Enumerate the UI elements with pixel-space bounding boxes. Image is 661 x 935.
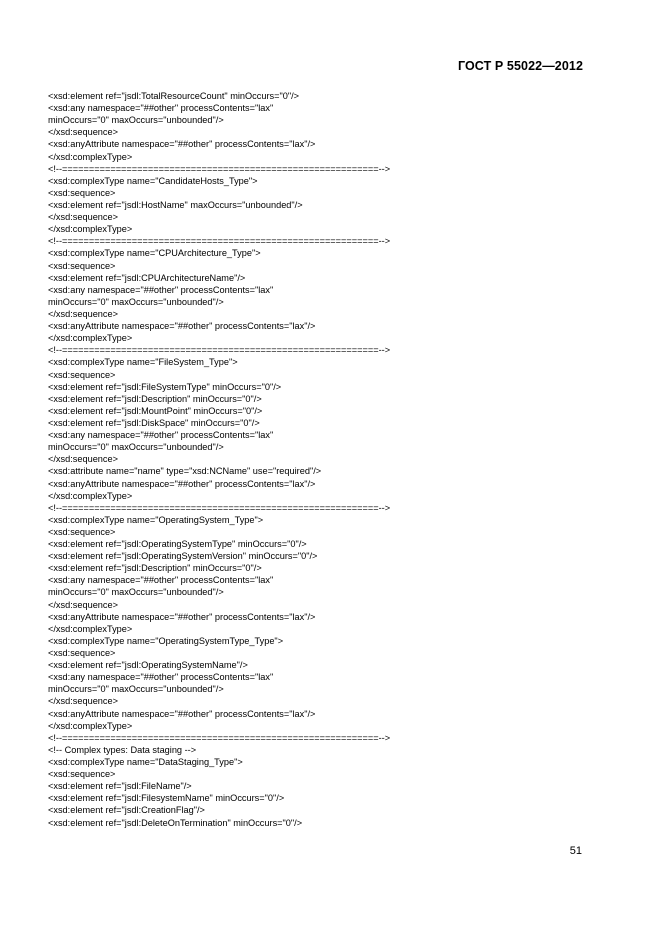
code-line: </xsd:complexType> [48,333,133,344]
code-line: <xsd:element ref="jsdl:FileSystemType" minOccurs="0"/> [48,381,282,392]
code-line: <xsd:any namespace="##other" processContents="lax" [48,430,274,441]
code-line: <xsd:element ref="jsdl:DiskSpace" minOccurs="0"/> [48,417,260,428]
code-line: </xsd:sequence> [48,127,118,138]
code-line: <xsd:complexType name="OperatingSystem_Type"> [48,514,264,525]
code-line: <xsd:attribute name="name" type="xsd:NCName" use="required"/> [48,466,322,477]
code-line: </xsd:sequence> [48,454,118,465]
code-line: <xsd:anyAttribute namespace="##other" processContents="lax"/> [48,139,316,150]
code-line: <xsd:sequence> [48,260,116,271]
code-line: <xsd:element ref="jsdl:Description" minOccurs="0"/> [48,563,262,574]
code-line: <xsd:complexType name="DataStaging_Type"> [48,757,243,768]
code-line: <!--===========================================================--> [48,502,391,513]
code-line: <xsd:anyAttribute namespace="##other" processContents="lax"/> [48,708,316,719]
code-line: <!-- Complex types: Data staging --> [48,744,197,755]
code-line: <xsd:complexType name="CPUArchitecture_Type"> [48,248,261,259]
code-line: <xsd:any namespace="##other" processContents="lax" [48,284,274,295]
code-line: <!--===========================================================--> [48,163,391,174]
code-line: <xsd:element ref="jsdl:MountPoint" minOccurs="0"/> [48,405,263,416]
page-number: 51 [569,845,582,857]
code-line: <xsd:complexType name="OperatingSystemType_Type"> [48,635,284,646]
code-line: minOccurs="0" maxOccurs="unbounded"/> [48,115,224,126]
code-line: <xsd:element ref="jsdl:Description" minOccurs="0"/> [48,393,262,404]
code-line: <xsd:element ref="jsdl:FilesystemName" minOccurs="0"/> [48,793,285,804]
code-line: <xsd:sequence> [48,648,116,659]
code-line: </xsd:complexType> [48,623,133,634]
code-line: </xsd:sequence> [48,599,118,610]
code-line: <xsd:element ref="jsdl:DeleteOnTermination" minOccurs="0"/> [48,817,303,828]
code-line: <xsd:sequence> [48,526,116,537]
code-line: minOccurs="0" maxOccurs="unbounded"/> [48,296,224,307]
code-line: </xsd:complexType> [48,720,133,731]
code-line: <xsd:element ref="jsdl:OperatingSystemVersion" minOccurs="0"/> [48,551,318,562]
code-line: <xsd:anyAttribute namespace="##other" processContents="lax"/> [48,321,316,332]
code-line: <xsd:anyAttribute namespace="##other" processContents="lax"/> [48,478,316,489]
code-line: minOccurs="0" maxOccurs="unbounded"/> [48,587,224,598]
code-line: <xsd:sequence> [48,769,116,780]
code-line: <xsd:element ref="jsdl:TotalResourceCount" minOccurs="0"/> [48,91,300,101]
code-line: </xsd:sequence> [48,308,118,319]
code-line: </xsd:sequence> [48,696,118,707]
xsd-code-listing [48,90,588,829]
code-line: <xsd:element ref="jsdl:HostName" maxOccurs="unbounded"/> [48,199,303,210]
code-line: <xsd:any namespace="##other" processContents="lax" [48,672,274,683]
code-line: </xsd:complexType> [48,151,133,162]
code-line: <xsd:sequence> [48,187,116,198]
code-line: <xsd:element ref="jsdl:FileName"/> [48,781,192,792]
code-line: <xsd:element ref="jsdl:OperatingSystemType" minOccurs="0"/> [48,539,307,550]
code-line: <xsd:any namespace="##other" processContents="lax" [48,575,274,586]
code-line: </xsd:sequence> [48,212,118,223]
code-line: <!--===========================================================--> [48,236,391,247]
code-line: </xsd:complexType> [48,224,133,235]
code-line: <!--===========================================================--> [48,345,391,356]
code-line: <xsd:any namespace="##other" processContents="lax" [48,103,274,114]
code-line: <xsd:complexType name="FileSystem_Type"> [48,357,238,368]
code-line: minOccurs="0" maxOccurs="unbounded"/> [48,442,224,453]
standard-header: ГОСТ Р 55022—2012 [457,59,583,73]
code-line: <xsd:complexType name="CandidateHosts_Type"> [48,175,258,186]
code-line: <xsd:element ref="jsdl:OperatingSystemName"/> [48,660,248,671]
code-line: <xsd:anyAttribute namespace="##other" processContents="lax"/> [48,611,316,622]
code-line: minOccurs="0" maxOccurs="unbounded"/> [48,684,224,695]
code-line: </xsd:complexType> [48,490,133,501]
code-line: <xsd:element ref="jsdl:CreationFlag"/> [48,805,205,816]
code-line: <xsd:element ref="jsdl:CPUArchitectureName"/> [48,272,246,283]
code-line: <!--===========================================================--> [48,732,391,743]
code-line: <xsd:sequence> [48,369,116,380]
